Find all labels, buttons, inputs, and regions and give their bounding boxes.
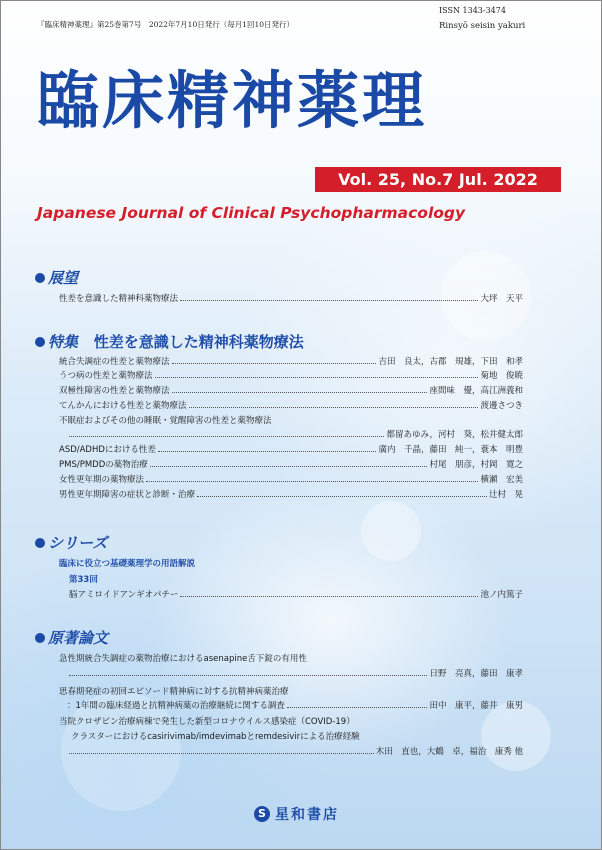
publisher-logo <box>254 804 339 824</box>
publisher-mark-icon: S <box>254 806 270 822</box>
bokeh-decoration <box>361 501 421 561</box>
series-number: 第33回 <box>69 575 98 585</box>
article-title-line2: クラスターにおけるcasirivimab/imdevimabとremdesivirによる治療経験 <box>71 732 360 742</box>
series-subtitle: 臨床に役立つ基礎薬理学の用語解説 <box>59 559 196 569</box>
romanized-title: Rinsyō seisin yakuri <box>439 21 526 31</box>
toc-entry: うつ病の性差と薬物療法 菊地 俊暁 <box>59 371 523 381</box>
toc-entry: 双極性障害の性差と薬物療法 座間味 優，高江洲義和 <box>59 386 523 396</box>
toc-entry: 女性更年期の薬物療法 横瀬 宏美 <box>59 475 523 485</box>
toc-entry: 男性更年期障害の症状と診断・治療 辻村 晃 <box>59 490 523 500</box>
volume-banner: Vol. 25, No.7 Jul. 2022 <box>315 167 561 192</box>
toc-entry: PMS/PMDDの薬物治療 村尾 朋彦，村岡 寛之 <box>59 460 523 470</box>
bokeh-decoration <box>481 701 551 771</box>
section-heading-feature: 特集 性差を意識した精神科薬物療法 <box>35 331 304 352</box>
article-title: 思春期発症の初回エピソード精神病に対する抗精神病薬治療 <box>59 687 289 697</box>
bullet-icon <box>35 538 45 548</box>
issue-info: 『臨床精神薬理』第25巻第7号 2022年7月10日発行（毎月1回10日発行） <box>37 20 295 29</box>
toc-entry: ASD/ADHDにおける性差 廣内 千晶，藤田 純一，蓑本 明豊 <box>59 445 523 455</box>
toc-entry-author-line: 日野 亮真，藤田 康孝 <box>69 666 523 679</box>
article-title: 急性期統合失調症の薬物治療におけるasenapine舌下錠の有用性 <box>59 654 307 664</box>
section-heading-original: 原著論文 <box>35 627 108 648</box>
journal-title: 臨床精神薬理 <box>37 64 428 137</box>
bullet-icon <box>35 337 45 347</box>
toc-entry: 脳アミロイドアンギオパチー 池ノ内篤子 <box>69 590 523 600</box>
article-title: 当院クロザピン治療病棟で発生した新型コロナウイルス感染症（COVID-19） <box>59 717 355 727</box>
toc-entry-author-line: 都留あゆみ，河村 葵，松井健太郎 <box>59 427 523 440</box>
toc-entry: ：1年間の臨床経過と抗精神病薬の治療継続に関する調査 田中 康平，藤井 康男 <box>67 701 523 711</box>
toc-entry: 性差を意識した精神科薬物療法 大坪 天平 <box>59 294 523 304</box>
section-heading-tenbou: 展望 <box>35 267 78 288</box>
toc-entry-author-line: 木田 直也，大鶴 卓，福治 康秀 他 <box>69 744 523 757</box>
section-heading-series: シリーズ <box>35 532 107 553</box>
toc-entry: てんかんにおける性差と薬物療法 渡邊さつき <box>59 401 523 411</box>
issn: ISSN 1343-3474 <box>439 6 506 15</box>
toc-entry-title-line: 不眠症およびその他の睡眠・覚醒障害の性差と薬物療法 <box>59 416 272 426</box>
toc-entry: 統合失調症の性差と薬物療法 吉田 良太，古郡 規雄，下田 和孝 <box>59 357 523 367</box>
bullet-icon <box>35 633 45 643</box>
publisher-name: 星和書店 <box>275 807 339 823</box>
english-title: Japanese Journal of Clinical Psychopharmacology <box>37 204 466 222</box>
bullet-icon <box>35 273 45 283</box>
